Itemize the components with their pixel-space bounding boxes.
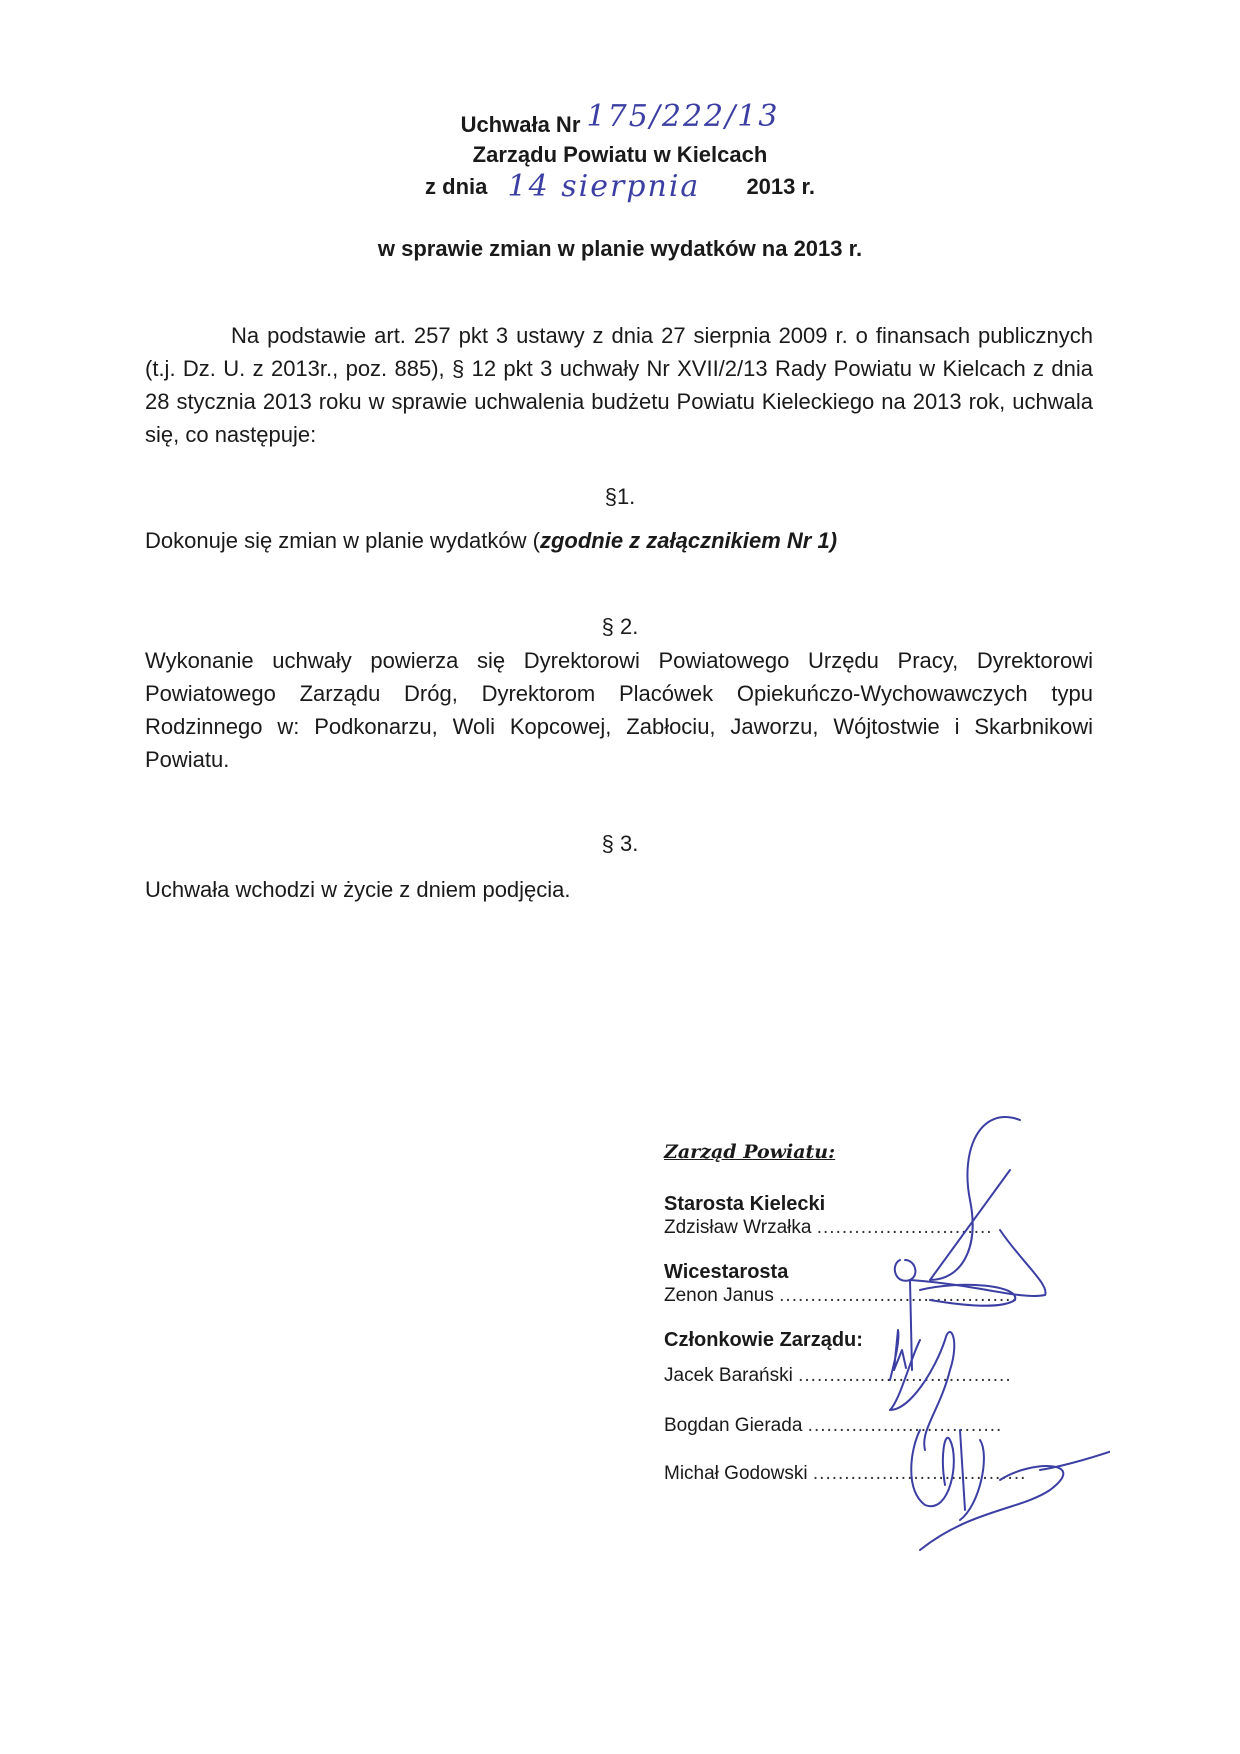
- starosta-role: Starosta Kielecki: [664, 1193, 826, 1215]
- member-1-name: Jacek Barański: [664, 1365, 793, 1386]
- handwritten-signatures: [850, 1110, 1110, 1570]
- section-2-mark: § 2.: [601, 614, 639, 639]
- date-prefix: z dnia: [425, 174, 488, 199]
- board-title: Zarząd Powiatu:: [664, 1141, 836, 1163]
- resolution-issuer: Zarządu Powiatu w Kielcach: [472, 142, 768, 167]
- signature-stroke: [910, 1117, 1046, 1296]
- starosta-name: Zdzisław Wrzałka: [664, 1217, 812, 1238]
- signature-stroke: [911, 1430, 1110, 1550]
- section-1-mark: §1.: [604, 484, 636, 509]
- section-2-text: Wykonanie uchwały powierza się Dyrektorowi Powiatowego Urzędu Pracy, Dyrektorowi Powiatowego Zarządu Dróg, Dyrektorom Placówek Opiekuńczo-Wychowawczych typu Rodzinnego w: Podkonarzu, Woli Kopcowej, Zabłociu, Jaworzu, Wójtostwie i Skarbnikowi Powiatu.: [145, 648, 1093, 772]
- handwritten-resolution-number: 175/222/13: [586, 99, 780, 134]
- board-members-role: Członkowie Zarządu:: [664, 1329, 863, 1351]
- section-1-body: Dokonuje się zmian w planie wydatków (: [145, 528, 540, 553]
- wicestarosta-role: Wicestarosta: [664, 1261, 789, 1283]
- date-suffix: 2013 r.: [746, 174, 815, 199]
- member-3-name: Michał Godowski: [664, 1463, 808, 1484]
- resolution-title-prefix: Uchwała Nr: [460, 112, 581, 137]
- signature-dots: ..................................: [798, 1365, 1012, 1386]
- section-3-text: Uchwała wchodzi w życie z dniem podjęcia.: [145, 877, 571, 902]
- resolution-subject: w sprawie zmian w planie wydatków na 2013 r.: [377, 236, 863, 261]
- signature-dots: ......................................: [779, 1285, 1018, 1306]
- section-3-mark: § 3.: [601, 831, 639, 856]
- section-1-emphasis: zgodnie z załącznikiem Nr 1): [539, 528, 838, 553]
- signature-dots: ..................................: [812, 1463, 1027, 1484]
- section-1-text: [145, 524, 1093, 557]
- signature-stroke: [895, 1260, 1015, 1370]
- legal-basis-preamble: Na podstawie art. 257 pkt 3 ustawy z dnia 27 sierpnia 2009 r. o finansach publicznych (t.j. Dz. U. z 2013r., poz. 885), § 12 pkt 3 uchwały Nr XVII/2/13 Rady Powiatu w Kielcach z dnia 28 stycznia 2013 roku w sprawie uchwalenia budżetu Powiatu Kieleckiego na 2013 rok, uchwala się, co następuje:: [145, 323, 1093, 447]
- handwritten-date: 14 sierpnia: [507, 169, 701, 204]
- resolution-date-line: [0, 170, 1240, 202]
- signature-dots: ............................: [816, 1217, 993, 1238]
- resolution-header: [0, 99, 1240, 204]
- wicestarosta-name: Zenon Janus: [664, 1285, 774, 1306]
- resolution-number-line: [0, 99, 1240, 140]
- signature-dots: ...............................: [807, 1415, 1003, 1436]
- signature-stroke: [890, 1330, 954, 1450]
- member-2-name: Bogdan Gierada: [664, 1415, 803, 1436]
